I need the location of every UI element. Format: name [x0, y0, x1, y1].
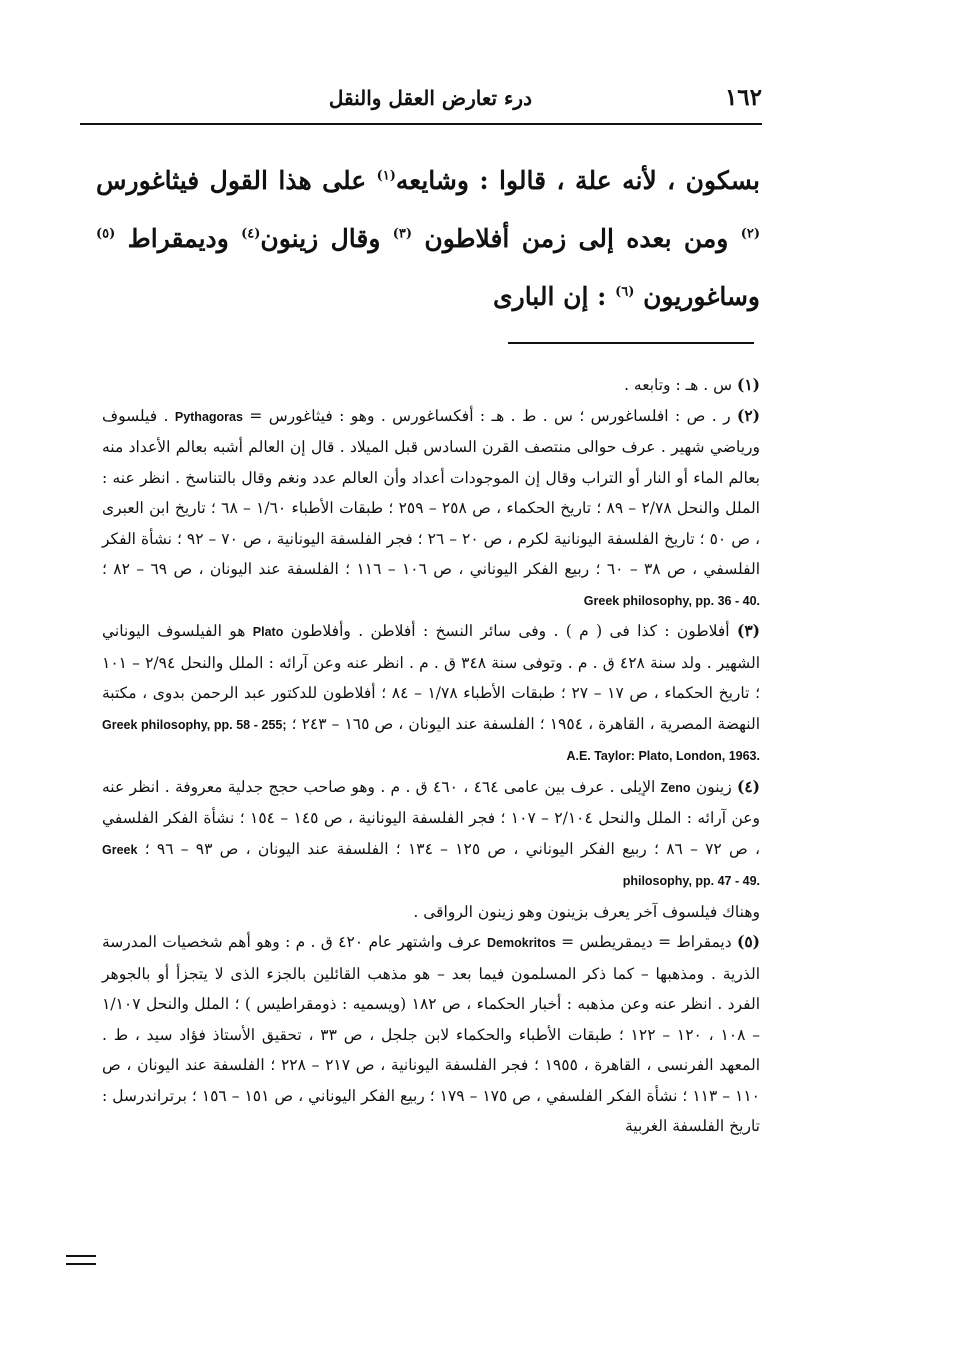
latin-term: Zeno: [660, 780, 691, 795]
main-text-segment: ومن بعده إلى زمن أفلاطون: [412, 224, 741, 253]
latin-term: Plato: [252, 625, 284, 639]
main-text-segment: على هذا القول فيثاغورس: [96, 166, 377, 195]
footnote-text: س . هـ : وتابعه .: [624, 376, 733, 394]
footnote-text: أفلاطون : كذا فى ( م ) . وفى سائر النسخ : أفلاطن . وأفلاطون: [283, 622, 730, 640]
main-paragraph: [96, 152, 760, 326]
footnote-number: (١): [736, 375, 760, 394]
main-text-segment: : إن البارى: [493, 282, 616, 311]
footnote-4: [102, 772, 760, 897]
page-number: ١٦٢: [724, 84, 762, 111]
footnote-number: (٣): [736, 621, 760, 640]
footnote-text: الإيلى . عرف بين عامى ٤٦٤ ، ٤٦٠ ق . م . وهو صاحب حجج جدلية معروفة . انظر عنه وعن آرائه : الملل والنحل ٢/١٠٤ – ١٠٧ ؛ فجر الفلسفة اليونانية ، ص ١٤٥ – ١٥٤ ؛ نشأة الفكر الفلسفي ، ص ٧٢ – ٨٦ ؛ ربيع الفكر اليوناني ، ص ١٢٥ – ١٣٤ ؛ الفلسفة عند اليونان ، ص ٩٣ – ٩٦ ؛: [102, 777, 760, 858]
footnote-text: . فيلسوف ورياضي شهير . عرف حوالى منتصف القرن السادس قبل الميلاد . قال إن العالم أشبه بعالم الأعداد منه بعالم الماء أو النار أو التراب وقال إن الموجودات أعداد وأن العالم عدد ونغم وقال بالتناسخ . انظر عنه : الملل والنحل ٢/٧٨ – ٨٩ ؛ تاريخ الحكماء ، ص ٢٥٨ – ٢٥٩ ؛ طبقات الأطباء ١/٦٠ – ٦٨ ؛ تاريخ ابن العبرى ، ص ٥٠ ؛ تاريخ الفلسفة اليونانية لكرم ، ص ٢٠ – ٢٦ ؛ فجر الفلسفة اليونانية ، ص ٧٠ – ٩٢ ؛ نشأة الفكر الفلسفي ، ص ٣٨ – ٦٠ ؛ ربيع الفكر اليوناني ، ص ١٠٦ – ١١٦ ؛ الفلسفة عند اليونان ، ص ٦٩ – ٨٢ ؛: [102, 406, 761, 578]
latin-reference: Greek philosophy, pp. 58 - 255; A.E. Taylor: Plato, London, 1963.: [102, 717, 760, 763]
footnote-ref[interactable]: (٤): [241, 226, 261, 242]
footnote-number: (٤): [737, 776, 761, 796]
main-text-segment: وديمقراط: [115, 224, 242, 253]
footnote-text: وهناك فيلسوف آخر يعرف بزينون وهو زينون الرواقى .: [413, 902, 760, 921]
main-text-segment: بسكون ، لأنه علة ، قالوا : وشايعه: [395, 166, 760, 195]
footnote-separator: [508, 342, 754, 344]
footnote-ref[interactable]: (٢): [740, 226, 761, 242]
running-header: [80, 84, 762, 116]
latin-reference: Greek philosophy, pp. 47 - 49.: [102, 842, 760, 888]
footnote-text: هو الفيلسوف اليوناني الشهير . ولد سنة ٤٢٨ ق . م . وتوفى سنة ٣٤٨ ق . م . انظر عنه وعن آرائه : الملل والنحل ٢/٩٤ – ١٠١ ؛ تاريخ الحكماء ، ص ١٧ – ٢٧ ؛ طبقات الأطباء ١/٧٨ – ٨٤ ؛ أفلاطون للدكتور عبد الرحمن بدوى ، مكتبة النهضة المصرية ، القاهرة ، ١٩٥٤ ؛ الفلسفة عند اليونان ، ص ١٦٥ – ٢٤٣ ؛: [102, 622, 761, 733]
footnote-5: [102, 927, 760, 1142]
latin-term: Pythagoras: [174, 409, 243, 424]
footnote-1: [102, 370, 760, 401]
main-text: [96, 152, 760, 326]
footnote-number: (٥): [736, 932, 760, 951]
continuation-mark: [66, 1255, 96, 1265]
footnotes: [102, 370, 760, 1142]
footnote-text: ديمقراط = ديمقريطس =: [555, 933, 732, 951]
latin-term: Demokritos: [487, 936, 556, 950]
header-rule: [80, 123, 762, 125]
latin-reference: Greek philosophy, pp. 36 - 40.: [583, 593, 760, 608]
footnote-text: عرف واشتهر عام ٤٢٠ ق . م : وهو أهم شخصيات المدرسة الذرية . ومذهبها – كما ذكر المسلمون فيما بعد – هو مذهب القائلين بالجزء الذى لا يتجزأ أو بالجوهر الفرد . انظر عنه وعن مذهبه : أخبار الحكماء ، ص ١٨٢ (ويسميه : ذومقراطيس ) ؛ الملل والنحل ١/١٠٧ – ١٠٨ ، ١٢٠ – ١٢٢ ؛ طبقات الأطباء والحكماء لابن جلجل ، ص ٣٣ ، تحقيق الأستاذ فؤاد سيد ، ط . المعهد الفرنسى ، القاهرة ، ١٩٥٥ ؛ فجر الفلسفة اليونانية ، ص ٢١٧ – ٢٢٨ ؛ الفلسفة عند اليونان ، ص ١١٠ – ١١٣ ؛ نشأة الفكر الفلسفي ، ص ١٧٥ – ١٧٩ ؛ ربيع الفكر اليوناني ، ص ١٥١ – ١٥٦ ؛ برتراندرسل : تاريخ الفلسفة الغربية: [102, 933, 761, 1135]
footnote-ref[interactable]: (١): [376, 168, 396, 184]
footnote-3: [102, 616, 760, 772]
footnote-4-note: [102, 897, 760, 928]
main-text-segment: وساغوريون: [634, 282, 760, 311]
footnote-text: ر . ص : افلساغورس ؛ س . ط . هـ : أفكساغورس . وهو : فيثاغورس =: [242, 406, 731, 425]
footnote-2: [102, 401, 760, 617]
main-text-segment: وقال زينون: [260, 224, 393, 253]
footnote-ref[interactable]: (٦): [615, 284, 635, 300]
footnote-text: زينون: [690, 777, 732, 796]
book-title: درء تعارض العقل والنقل: [328, 86, 532, 110]
footnote-ref[interactable]: (٣): [392, 226, 413, 242]
footnote-ref[interactable]: (٥): [96, 226, 116, 242]
footnote-number: (٢): [736, 405, 760, 425]
